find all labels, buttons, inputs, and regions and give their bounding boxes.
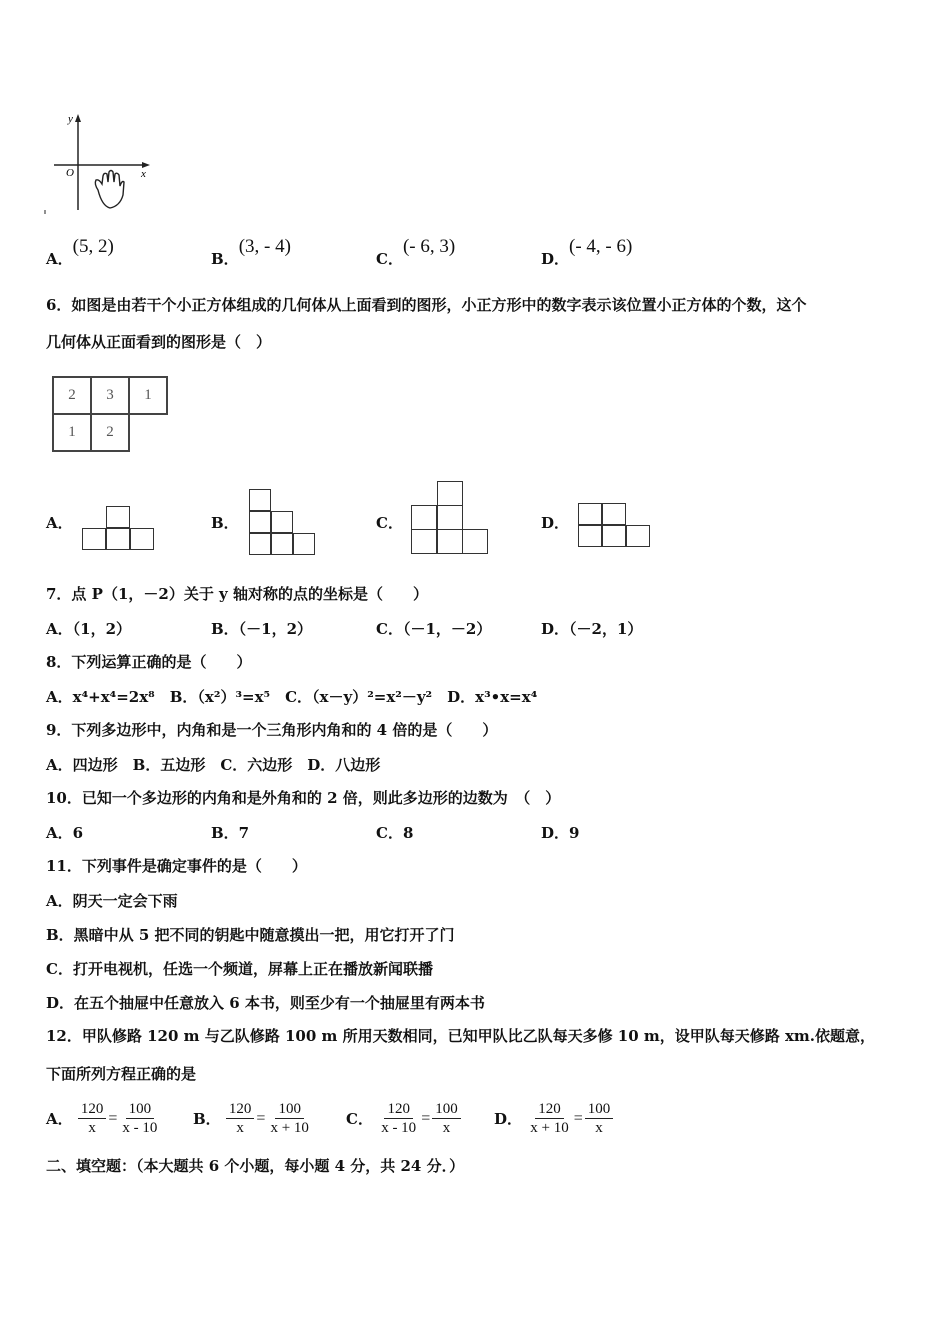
q5-option-d[interactable] bbox=[541, 236, 633, 268]
fraction-left: $\frac{120}{x}$ bbox=[78, 1100, 107, 1137]
fraction-left: $\frac{120}{x + 10}$ bbox=[530, 1101, 569, 1136]
grid-cell: 1 bbox=[129, 377, 167, 414]
option-letter: C． bbox=[376, 514, 403, 532]
q12-option-b[interactable]: B． $\frac{120}{x}$ = $\frac{100}{x + 10}$ bbox=[193, 1100, 312, 1137]
option-letter: D． bbox=[541, 514, 570, 532]
option-letter: B． bbox=[211, 250, 239, 268]
q9-stem: 9．下列多边形中，内角和是一个三角形内角和的 4 倍的是（ ） bbox=[46, 721, 498, 739]
q8-options[interactable]: A．x⁴+x⁴=2x⁸ B．（x²）³=x⁵ C．（x－y）²=x²－y² D．x³•x=x⁴ bbox=[46, 688, 538, 706]
q10-option-b[interactable]: B．7 bbox=[211, 824, 250, 842]
q6-figure-b bbox=[249, 489, 317, 555]
fraction-right: $\frac{100}{x}$ bbox=[432, 1100, 461, 1137]
q6-option-b[interactable] bbox=[211, 512, 239, 533]
q11-option-b[interactable]: B．黑暗中从 5 把不同的钥匙中随意摸出一把，用它打开了门 bbox=[46, 926, 455, 944]
option-value: (3, - 4) bbox=[238, 236, 291, 257]
q12-option-d[interactable]: D． $\frac{120}{x + 10}$ = $\frac{100}{x}$ bbox=[494, 1100, 613, 1137]
q12-option-c[interactable]: C． $\frac{120}{x - 10}$ = $\frac{100}{x}$ bbox=[346, 1100, 461, 1137]
q6-figure-d bbox=[578, 503, 653, 551]
q5-option-c[interactable] bbox=[376, 236, 456, 268]
fraction-left: $\frac{120}{x - 10}$ bbox=[381, 1101, 417, 1136]
q11-option-d[interactable]: D．在五个抽屉中任意放入 6 本书，则至少有一个抽屉里有两本书 bbox=[46, 994, 485, 1012]
axis-x-label: x bbox=[141, 168, 146, 180]
q12-stem-line1: 12．甲队修路 120 m 与乙队修路 100 m 所用天数相同，已知甲队比乙队每天多修 10 m，设甲队每天修路 xm.依题意， bbox=[46, 1027, 876, 1045]
q11-option-c[interactable]: C．打开电视机，任选一个频道，屏幕上正在播放新闻联播 bbox=[46, 960, 433, 978]
hand-icon bbox=[95, 171, 124, 209]
option-letter: D． bbox=[494, 1110, 523, 1128]
q9-options[interactable]: A．四边形 B．五边形 C．六边形 D．八边形 bbox=[46, 756, 381, 774]
option-letter: A． bbox=[46, 1110, 73, 1128]
grid-cell: 2 bbox=[91, 414, 129, 451]
option-letter: B． bbox=[211, 514, 239, 532]
section-heading: 二、填空题：（本大题共 6 个小题，每小题 4 分，共 24 分．） bbox=[46, 1157, 465, 1175]
axis-origin-label: O bbox=[66, 167, 74, 179]
option-value: (- 4, - 6) bbox=[569, 236, 633, 257]
fraction-left: $\frac{120}{x}$ bbox=[226, 1100, 255, 1137]
q6-option-d[interactable] bbox=[541, 512, 569, 533]
q12-stem-line2: 下面所列方程正确的是 bbox=[46, 1065, 197, 1083]
q10-option-d[interactable]: D．9 bbox=[541, 824, 580, 842]
q7-stem: 7．点 P（1，－2）关于 y 轴对称的点的坐标是（ ） bbox=[46, 585, 428, 603]
q6-top-view-grid bbox=[52, 376, 168, 452]
q6-figure-a bbox=[82, 506, 157, 554]
q11-option-a[interactable]: A．阴天一定会下雨 bbox=[46, 892, 178, 910]
option-letter: A． bbox=[46, 250, 73, 268]
option-letter: C． bbox=[346, 1110, 373, 1128]
grid-cell: 3 bbox=[91, 377, 129, 414]
grid-cell: 2 bbox=[53, 377, 91, 414]
fraction-right: $\frac{100}{x + 10}$ bbox=[270, 1101, 309, 1136]
q7-option-a[interactable]: A．（1，2） bbox=[46, 620, 132, 638]
fraction-right: $\frac{100}{x - 10}$ bbox=[122, 1101, 158, 1136]
q11-stem: 11．下列事件是确定事件的是（ ） bbox=[46, 857, 307, 875]
q6-stem-line1: 6．如图是由若干个小正方体组成的几何体从上面看到的图形，小正方形中的数字表示该位置小正方体的个数，这个 bbox=[46, 296, 807, 314]
q7-option-b[interactable]: B．（－1，2） bbox=[211, 620, 313, 638]
q8-stem: 8．下列运算正确的是（ ） bbox=[46, 653, 252, 671]
q12-option-a[interactable]: A． $\frac{120}{x}$ = $\frac{100}{x - 10}$ bbox=[46, 1100, 160, 1137]
q6-option-a[interactable] bbox=[46, 512, 73, 533]
q10-stem: 10．已知一个多边形的内角和是外角和的 2 倍，则此多边形的边数为 （ ） bbox=[46, 789, 561, 807]
option-letter: D． bbox=[541, 250, 570, 268]
q7-option-c[interactable]: C．（－1，－2） bbox=[376, 620, 492, 638]
grid-cell: 1 bbox=[53, 414, 91, 451]
option-letter: B． bbox=[193, 1110, 221, 1128]
coordinate-figure bbox=[40, 110, 155, 220]
grid-cell-empty bbox=[129, 414, 167, 451]
q6-option-c[interactable] bbox=[376, 512, 403, 533]
option-value: (- 6, 3) bbox=[402, 236, 456, 257]
fraction-right: $\frac{100}{x}$ bbox=[585, 1100, 614, 1137]
axis-y-label: y bbox=[68, 113, 73, 125]
q5-option-b[interactable] bbox=[211, 236, 291, 268]
option-letter: A． bbox=[46, 514, 73, 532]
q6-figure-c bbox=[411, 481, 489, 555]
q5-option-a[interactable] bbox=[46, 236, 114, 268]
q7-option-d[interactable]: D．（－2，1） bbox=[541, 620, 643, 638]
option-letter: C． bbox=[376, 250, 403, 268]
q10-option-a[interactable]: A．6 bbox=[46, 824, 84, 842]
q6-stem-line2: 几何体从正面看到的图形是（ ） bbox=[46, 333, 272, 351]
option-value: (5, 2) bbox=[72, 236, 114, 257]
q10-option-c[interactable]: C．8 bbox=[376, 824, 414, 842]
